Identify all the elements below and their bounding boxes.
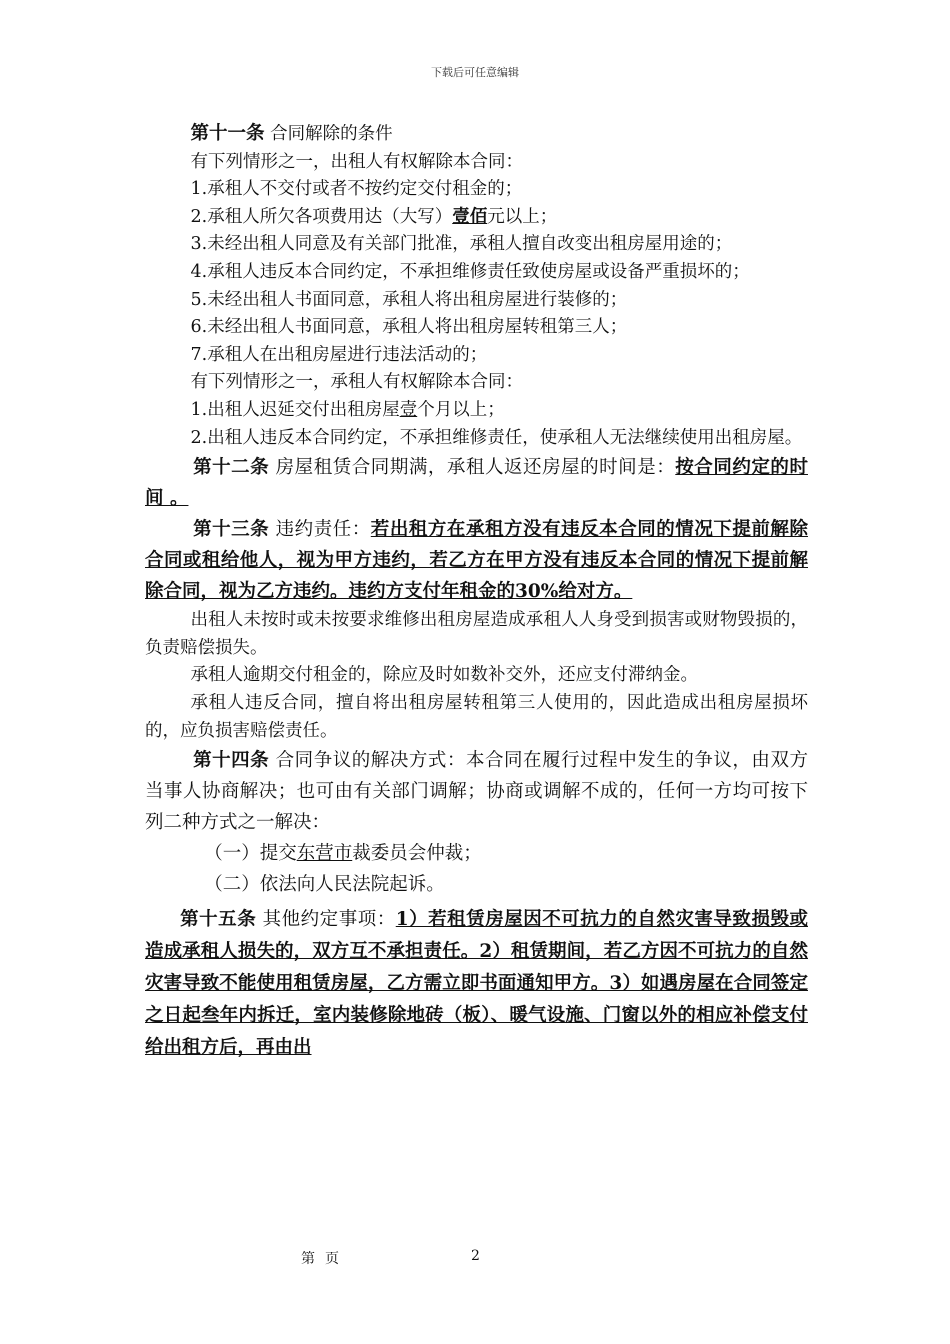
list-item: 6.未经出租人书面同意，承租人将出租房屋转租第三人；: [190, 317, 628, 338]
list-item: 3.未经出租人同意及有关部门批准，承租人擅自改变出租房屋用途的；: [190, 234, 733, 255]
article-12: 第十二条 房屋租赁合同期满，承租人返还房屋的时间是：按合同约定的时间 。: [145, 457, 808, 510]
list-item: 2.出租人违反本合同约定，不承担维修责任，使承租人无法继续使用出租房屋。: [190, 427, 803, 448]
article-11-heading: 第十一条 合同解除的条件: [190, 123, 393, 144]
page-number: 2: [471, 1248, 480, 1264]
lessor-intro: 有下列情形之一，出租人有权解除本合同：: [190, 151, 523, 172]
page-label: 第 页: [301, 1251, 342, 1267]
list-item: 2.承租人所欠各项费用达（大写）壹佰元以上；: [190, 206, 558, 227]
list-item: 1.承租人不交付或者不按约定交付租金的；: [190, 179, 523, 200]
article-13: 第十三条 违约责任：若出租方在承租方没有违反本合同的情况下提前解除合同或租给他人，视为甲方违约，若乙方在甲方没有违反本合同的情况下提前解除合同，视为乙方违约。违约方支付年租金的30%给对方。: [145, 519, 808, 603]
option-item: （一）提交东营市裁委员会仲裁；: [204, 843, 482, 865]
list-item: 7.承租人在出租房屋进行违法活动的；: [190, 344, 488, 365]
list-item: 5.未经出租人书面同意，承租人将出租房屋进行装修的；: [190, 289, 628, 310]
paragraph: 承租人违反合同，擅自将出租房屋转租第三人使用的，因此造成出租房屋损坏的，应负损害赔偿责任。: [145, 692, 808, 741]
paragraph: 承租人逾期交付租金的，除应及时如数补交外，还应支付滞纳金。: [190, 665, 698, 686]
lessee-intro: 有下列情形之一，承租人有权解除本合同：: [190, 372, 523, 393]
list-item: 1.出租人迟延交付出租房屋壹个月以上；: [190, 399, 505, 420]
article-14: 第十四条 合同争议的解决方式：本合同在履行过程中发生的争议，由双方当事人协商解决；也可由有关部门调解；协商或调解不成的，任何一方均可按下列二种方式之一解决：: [145, 750, 808, 834]
article-15: 第十五条 其他约定事项：1）若租赁房屋因不可抗力的自然灾害导致损毁或造成承租人损失的，双方互不承担责任。2）租赁期间，若乙方因不可抗力的自然灾害导致不能使用租赁房屋，乙方需立即书面通知甲方。3）如遇房屋在合同签定之日起叁年内拆迁，室内装修除地砖（板）、暖气设施、门窗以外的相应补偿支付给出租方后，再由出: [145, 909, 808, 1059]
document-body: [145, 120, 808, 1064]
list-item: 4.承租人违反本合同约定，不承担维修责任致使房屋或设备严重损坏的；: [190, 261, 750, 282]
paragraph: 出租人未按时或未按要求维修出租房屋造成承租人人身受到损害或财物毁损的，负责赔偿损失。: [145, 610, 808, 658]
option-item: （二）依法向人民法院起诉。: [204, 874, 445, 896]
page-header: 下载后可任意编辑: [431, 66, 519, 79]
